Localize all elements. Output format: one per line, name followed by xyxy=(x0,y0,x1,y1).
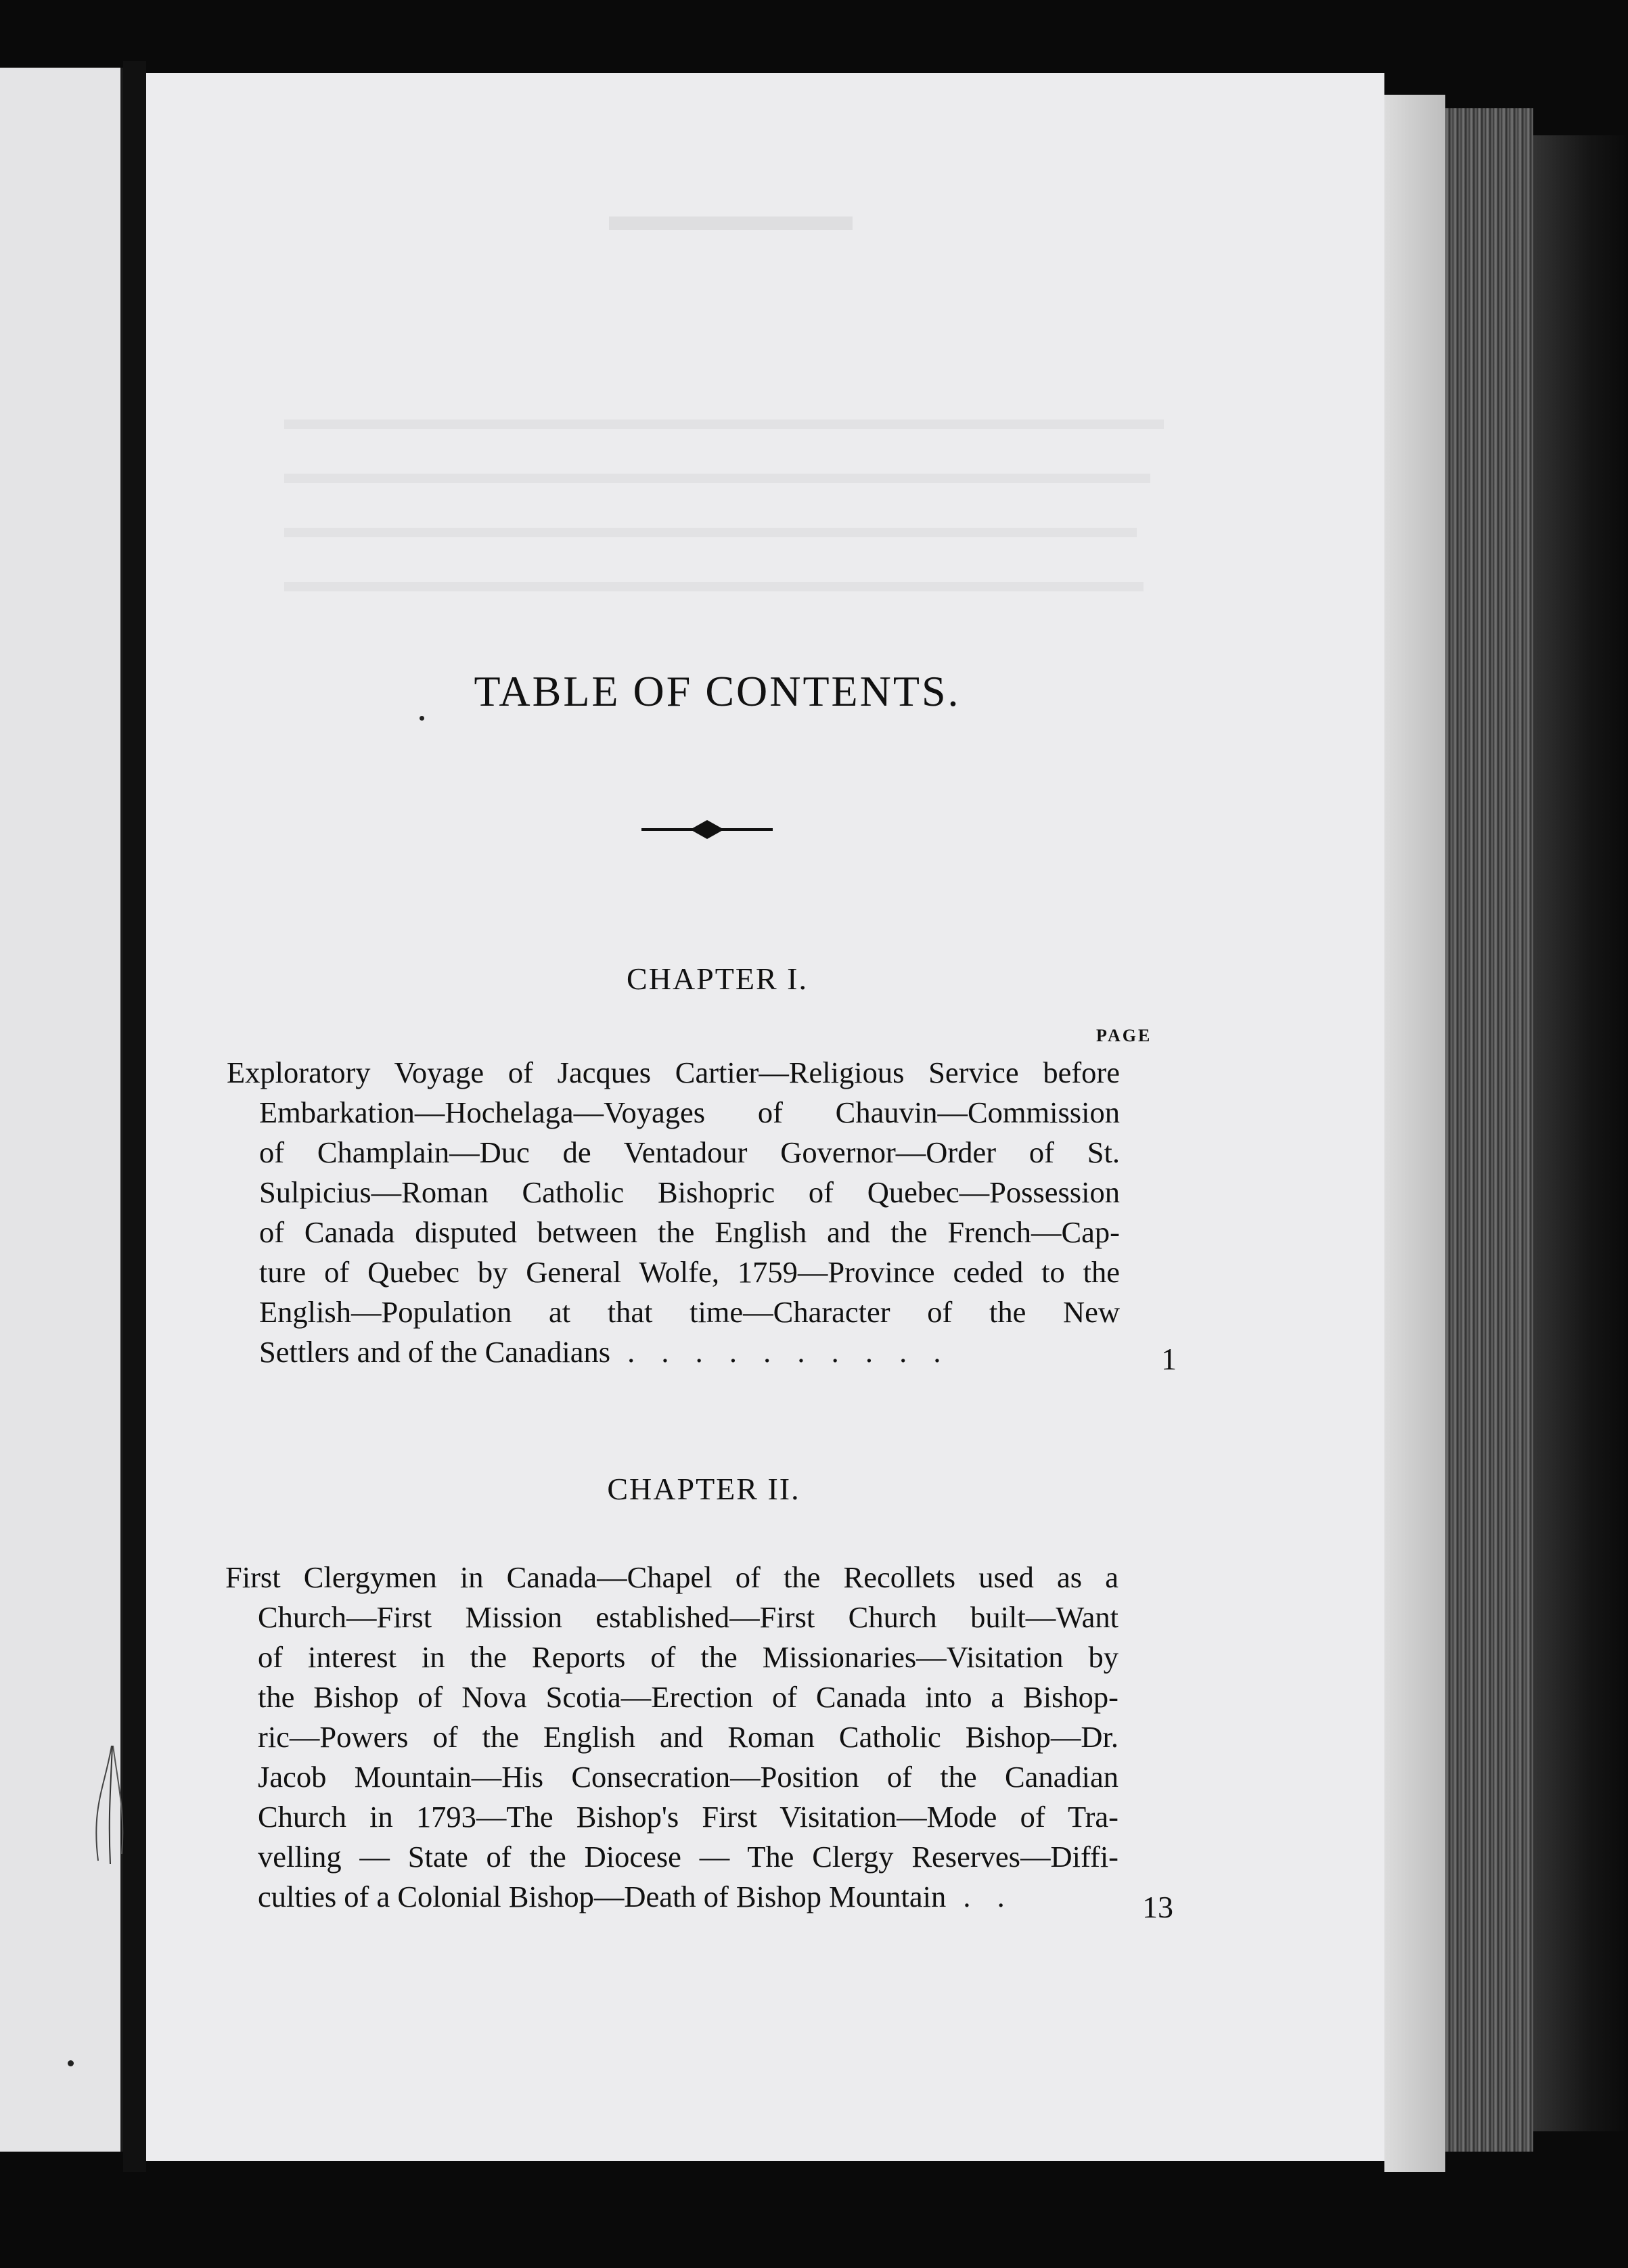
summary-line: Settlers and of the Canadians xyxy=(259,1335,611,1369)
speck xyxy=(420,716,424,721)
page-column-label: PAGE xyxy=(1096,1026,1152,1045)
binding-thread xyxy=(85,1746,132,1867)
show-through xyxy=(284,474,1150,483)
page-number: 1 xyxy=(1161,1342,1177,1376)
dot-leader: . . . . . . . . . . xyxy=(627,1335,951,1369)
page-edge xyxy=(1384,95,1445,2172)
summary-line: the Bishop of Nova Scotia—Erection of Canada into a Bishop- xyxy=(258,1680,1118,1714)
summary-line: of interest in the Reports of the Missionaries—Visitation by xyxy=(258,1640,1118,1674)
ornament-divider xyxy=(636,811,778,848)
chapter-summary xyxy=(227,1053,1120,1372)
chapter-summary xyxy=(225,1558,1118,1917)
summary-line: culties of a Colonial Bishop—Death of Bishop Mountain xyxy=(258,1880,947,1913)
summary-line: Sulpicius—Roman Catholic Bishopric of Quebec—Possession xyxy=(259,1175,1120,1209)
summary-line: English—Population at that time—Character of the New xyxy=(259,1295,1120,1329)
chapter-heading: CHAPTER II. xyxy=(607,1472,800,1506)
book-shadow xyxy=(1533,135,1628,2131)
summary-line: of Champlain—Duc de Ventadour Governor—Order of St. xyxy=(259,1135,1120,1169)
summary-line: of Canada disputed between the English and the French—Cap- xyxy=(259,1215,1120,1249)
chapter-heading: CHAPTER I. xyxy=(627,961,808,996)
show-through xyxy=(284,582,1144,591)
book-block-edge xyxy=(1445,108,1533,2152)
summary-last-line xyxy=(258,1877,1118,1917)
summary-last-line xyxy=(259,1332,1120,1372)
summary-line: Embarkation—Hochelaga—Voyages of Chauvin—Commission xyxy=(259,1095,1120,1129)
show-through xyxy=(609,217,853,230)
summary-line: ric—Powers of the English and Roman Catholic Bishop—Dr. xyxy=(258,1720,1118,1754)
summary-line: ture of Quebec by General Wolfe, 1759—Province ceded to the xyxy=(259,1255,1120,1289)
show-through xyxy=(284,528,1137,537)
summary-line: Jacob Mountain—His Consecration—Position of the Canadian xyxy=(258,1760,1118,1794)
page-title: TABLE OF CONTENTS. xyxy=(474,667,961,715)
summary-line: Church in 1793—The Bishop's First Visitation—Mode of Tra- xyxy=(258,1800,1118,1834)
summary-line: Exploratory Voyage of Jacques Cartier—Religious Service before xyxy=(227,1056,1120,1089)
page-number: 13 xyxy=(1142,1890,1173,1924)
summary-line: First Clergymen in Canada—Chapel of the Recollets used as a xyxy=(225,1560,1118,1594)
summary-line: velling — State of the Diocese — The Clergy Reserves—Diffi- xyxy=(258,1840,1118,1874)
dot-leader: . . xyxy=(963,1880,1014,1913)
show-through xyxy=(284,419,1164,429)
speck xyxy=(68,2060,74,2066)
summary-line: Church—First Mission established—First Church built—Want xyxy=(258,1600,1118,1634)
